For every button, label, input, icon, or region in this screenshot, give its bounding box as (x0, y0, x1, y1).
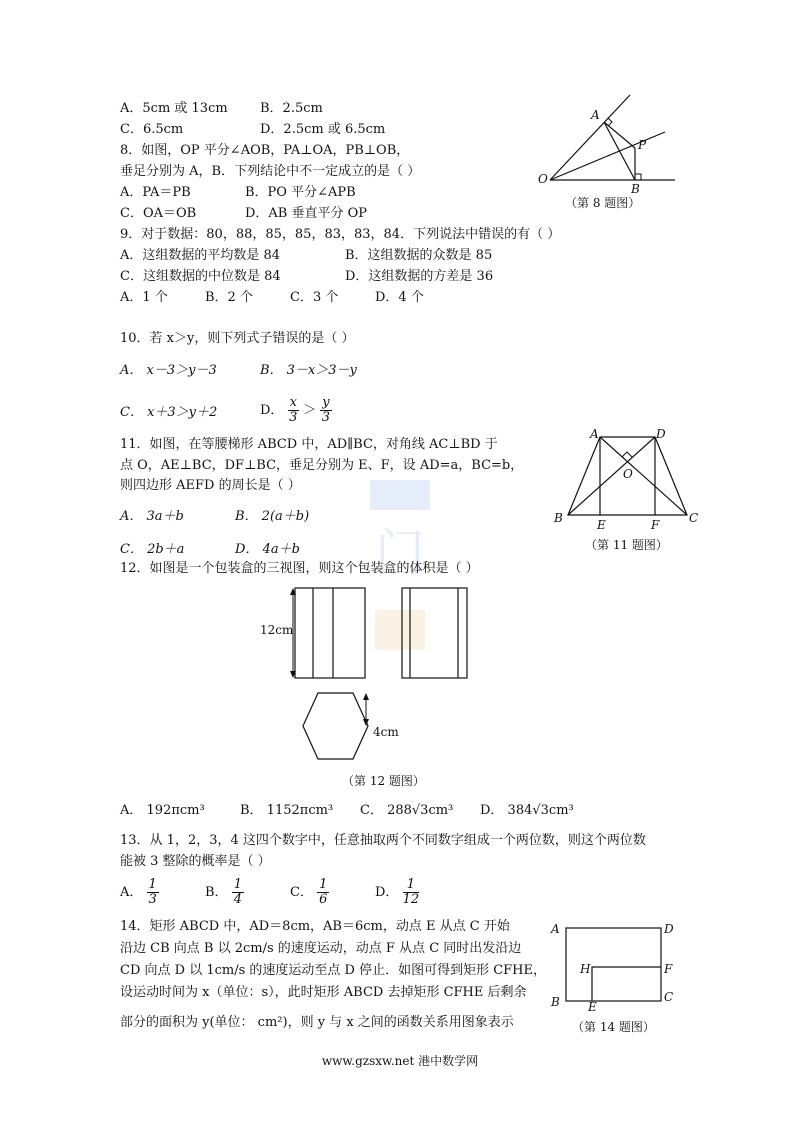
q13-option-d (375, 878, 419, 907)
q8-stem-line1: 8．如图，OP 平分∠AOB，PA⊥OA，PB⊥OB， (120, 143, 410, 158)
q12-option-c: C． 288√3cm³ (360, 803, 454, 818)
q14-label-h: H (580, 962, 591, 976)
q10-fraction-y (320, 396, 331, 425)
q10-frac-y-den: 3 (321, 410, 331, 425)
q9-choice-1: A．1 个 (120, 290, 168, 305)
q12-figure (255, 585, 495, 774)
q12-caption: （第 12 题图） (342, 774, 425, 788)
q11-option-a: A． 3a＋b (120, 509, 184, 524)
q13-stem-line1: 13．从 1，2，3，4 这四个数字中，任意抽取两个不同数字组成一个两位数，则这个两位数 (120, 833, 646, 848)
q14-stem-line5: 部分的面积为 y(单位： cm²)，则 y 与 x 之间的函数关系用图象表示 (120, 1015, 514, 1030)
q11-caption: （第 11 题图） (585, 538, 668, 552)
q13-a-den: 3 (148, 892, 157, 907)
q8-label-a: A (591, 108, 600, 122)
q13-option-c (290, 878, 329, 907)
q10-option-d-prefix: D． (260, 403, 284, 418)
q8-label-o: O (538, 172, 548, 186)
q11-label-o: O (623, 467, 633, 481)
q11-label-b: B (554, 511, 563, 525)
q11-stem-line3: 则四边形 AEFD 的周长是（ ） (120, 478, 301, 493)
q9-choice-4: D．4 个 (375, 290, 424, 305)
q12-option-d: D． 384√3cm³ (480, 803, 574, 818)
q11-stem-line2: 点 O，AE⊥BC，DF⊥BC，垂足分别为 E、F，设 AD=a，BC=b， (120, 458, 524, 473)
q10-frac-y-num: y (322, 395, 330, 410)
q14-label-d: D (664, 922, 674, 936)
q8-figure (535, 90, 685, 204)
q12-option-b: B． 1152πcm³ (240, 803, 334, 818)
q8-caption: （第 8 题图） (565, 196, 641, 210)
q12-dim-height: 12cm (260, 623, 294, 637)
q9-option-d: D．这组数据的方差是 36 (345, 269, 494, 284)
q13-b-num: 1 (233, 877, 242, 892)
q13-d-den: 12 (402, 892, 420, 907)
q11-option-c: C． 2b＋a (120, 542, 185, 557)
q10-option-a: A． x－3＞y－3 (120, 363, 217, 378)
q14-label-b: B (551, 995, 560, 1009)
q11-option-b: B． 2(a＋b) (235, 509, 310, 524)
q13-option-b-prefix: B． (205, 885, 228, 900)
q10-option-d (260, 396, 332, 425)
q7-option-b: B．2.5cm (260, 101, 323, 116)
q14-label-f: F (664, 962, 673, 976)
q8-option-d: D．AB 垂直平分 OP (245, 206, 368, 221)
q8-stem-line2: 垂足分别为 A，B．下列结论中不一定成立的是（ ） (120, 164, 421, 179)
q8-label-p: P (638, 138, 647, 152)
q11-label-f: F (651, 518, 660, 532)
q8-label-b: B (631, 182, 640, 196)
q11-figure (550, 425, 700, 539)
q10-gt: ＞ (303, 403, 317, 418)
q12-dim-side: 4cm (373, 725, 399, 739)
q11-label-c: C (689, 511, 699, 525)
q13-option-a-fraction (147, 878, 159, 907)
q8-option-c: C．OA＝OB (120, 206, 197, 221)
q7-option-a: A．5cm 或 13cm (120, 101, 228, 116)
svg-text:门: 门 (375, 524, 425, 582)
q14-stem-line1: 14．矩形 ABCD 中，AD＝8cm，AB＝6cm，动点 E 从点 C 开始 (120, 919, 510, 934)
q8-option-a: A．PA＝PB (120, 185, 191, 200)
q9-option-b: B．这组数据的众数是 85 (345, 248, 493, 263)
q13-c-den: 6 (319, 892, 328, 907)
q13-option-b (205, 878, 244, 907)
q13-option-c-prefix: C． (290, 885, 313, 900)
q14-label-c: C (664, 990, 674, 1004)
q9-choice-3: C．3 个 (290, 290, 339, 305)
q13-stem-line2: 能被 3 整除的概率是（ ） (120, 854, 271, 869)
q9-option-a: A．这组数据的平均数是 84 (120, 248, 281, 263)
q10-fraction-x (288, 396, 299, 425)
q8-option-b: B．PO 平分∠APB (245, 185, 356, 200)
q13-a-num: 1 (148, 877, 157, 892)
q9-stem: 9．对于数据：80，88，85，85，83，83，84．下列说法中错误的有（ ） (120, 227, 561, 242)
q7-option-d: D．2.5cm 或 6.5cm (260, 122, 386, 137)
q13-option-a-prefix: A． (120, 885, 143, 900)
q14-figure (548, 920, 688, 1014)
q11-label-e: E (597, 518, 606, 532)
q13-option-d-fraction (403, 878, 420, 907)
q14-caption: （第 14 题图） (572, 1020, 655, 1034)
q10-stem: 10．若 x＞y，则下列式子错误的是（ ） (120, 331, 355, 346)
q10-option-c: C． x＋3＞y＋2 (120, 405, 218, 420)
q12-stem: 12．如图是一个包装盒的三视图，则这个包装盒的体积是（ ） (120, 561, 479, 576)
q12-option-a: A． 192πcm³ (120, 803, 205, 818)
q11-label-a: A (590, 427, 599, 441)
q14-stem-line4: 设运动时间为 x（单位：s），此时矩形 ABCD 去掉矩形 CFHE 后剩余 (120, 985, 527, 1000)
q10-frac-x-num: x (289, 395, 297, 410)
q13-c-num: 1 (319, 877, 328, 892)
q13-d-num: 1 (403, 878, 420, 893)
q10-option-b: B． 3－x＞3－y (260, 363, 357, 378)
q7-option-c: C．6.5cm (120, 122, 184, 137)
q13-option-d-prefix: D． (375, 885, 399, 900)
q13-option-c-fraction (317, 878, 329, 907)
q13-b-den: 4 (233, 892, 242, 907)
q11-label-d: D (656, 427, 666, 441)
q14-stem-line2: 沿边 CB 向点 B 以 2cm/s 的速度运动，动点 F 从点 C 同时出发沿边 (120, 941, 522, 956)
q9-option-c: C．这组数据的中位数是 84 (120, 269, 281, 284)
q9-choice-2: B．2 个 (205, 290, 253, 305)
q13-option-a (120, 878, 159, 907)
q13-option-b-fraction (232, 878, 244, 907)
page-footer: www.gzsxw.net 港中数学网 (321, 1054, 479, 1068)
q14-label-a: A (551, 922, 560, 936)
q10-frac-x-den: 3 (289, 410, 298, 425)
q11-option-d: D． 4a＋b (235, 542, 300, 557)
q11-stem-line1: 11．如图，在等腰梯形 ABCD 中，AD∥BC，对角线 AC⊥BD 于 (120, 437, 498, 452)
q14-stem-line3: CD 向点 D 以 1cm/s 的速度运动至点 D 停止．如图可得到矩形 CFHE， (120, 963, 546, 978)
q14-label-e: E (588, 1000, 597, 1014)
